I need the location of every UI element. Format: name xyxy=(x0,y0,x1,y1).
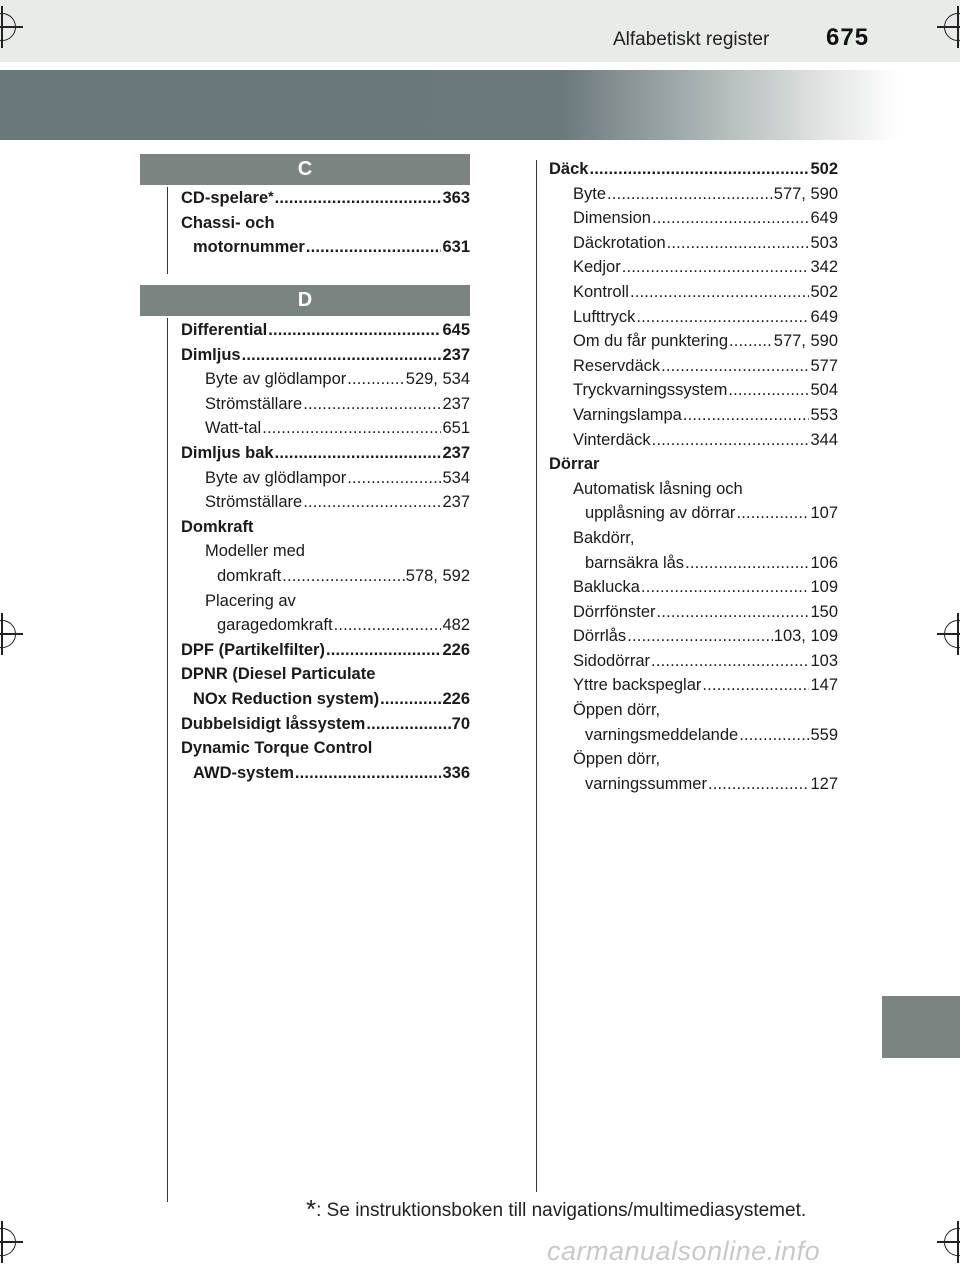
entry-page-ref: 529, 534 xyxy=(405,370,470,389)
dot-leader xyxy=(729,329,773,354)
dot-leader xyxy=(347,367,405,392)
index-entry xyxy=(181,235,470,260)
index-side-tab xyxy=(882,996,960,1058)
entry-label: Byte av glödlampor xyxy=(205,468,347,487)
registration-mark-icon xyxy=(944,1228,960,1256)
column-rule-c xyxy=(167,187,168,274)
section-header-d: D xyxy=(140,285,470,316)
entry-label: Varningslampa xyxy=(573,405,682,424)
entry-label: Tryckvarningssystem xyxy=(573,381,728,400)
entry-label: Dynamic Torque Control xyxy=(181,739,373,758)
entry-label: Differential xyxy=(181,321,268,339)
registration-mark-icon xyxy=(0,620,16,648)
entry-label: Öppen dörr, xyxy=(573,701,661,720)
entry-label: Baklucka xyxy=(573,578,640,597)
entry-label: Däck xyxy=(549,160,589,178)
dot-leader xyxy=(242,343,442,368)
dot-leader xyxy=(262,416,441,441)
dot-leader xyxy=(622,255,810,280)
dot-leader xyxy=(347,466,441,491)
entry-label: Vinterdäck xyxy=(573,430,651,449)
right-column-entries xyxy=(549,157,838,796)
entry-page-ref: 649 xyxy=(810,307,838,326)
index-entry xyxy=(549,575,838,600)
entry-label: Bakdörr, xyxy=(573,528,635,547)
entry-page-ref: 503 xyxy=(810,233,838,252)
dot-leader xyxy=(607,182,773,207)
entry-label: Dimljus xyxy=(181,345,241,364)
column-rule-right xyxy=(536,160,537,1192)
index-entry xyxy=(549,280,838,305)
entry-page-ref: 103, 109 xyxy=(773,627,838,646)
index-entry xyxy=(181,441,470,466)
index-entry xyxy=(181,613,470,638)
index-entry xyxy=(549,698,838,723)
entry-label: AWD-system xyxy=(193,763,294,782)
dot-leader xyxy=(295,761,442,786)
entry-page-ref: 534 xyxy=(442,468,470,487)
entry-label: Öppen dörr, xyxy=(573,750,661,769)
index-entry xyxy=(181,343,470,368)
dot-leader xyxy=(268,318,441,343)
dot-leader xyxy=(652,206,810,231)
index-entry xyxy=(549,305,838,330)
index-entry xyxy=(181,490,470,515)
entry-label: Reservdäck xyxy=(573,356,661,375)
index-entry xyxy=(549,182,838,207)
index-entry xyxy=(181,736,470,761)
entry-page-ref: 502 xyxy=(810,160,838,178)
dot-leader xyxy=(630,280,810,305)
dot-leader xyxy=(275,441,442,466)
dot-leader xyxy=(303,490,441,515)
entry-page-ref: 578, 592 xyxy=(405,566,470,585)
entry-label: Däckrotation xyxy=(573,233,666,252)
entry-page-ref: 651 xyxy=(442,419,470,438)
index-entry xyxy=(549,600,838,625)
index-entry xyxy=(181,392,470,417)
dot-leader xyxy=(275,186,442,211)
entry-page-ref: 107 xyxy=(810,504,838,523)
entry-label: Strömställare xyxy=(205,394,303,413)
section-d-entries xyxy=(181,318,470,785)
section-header-c: C xyxy=(140,154,470,185)
entry-label: Chassi- och xyxy=(181,213,275,232)
dot-leader xyxy=(636,305,809,330)
index-entry xyxy=(549,354,838,379)
entry-page-ref: 559 xyxy=(810,725,838,744)
dot-leader xyxy=(702,673,809,698)
index-entry xyxy=(181,589,470,614)
entry-label: Sidodörrar xyxy=(573,651,651,670)
entry-label: Placering av xyxy=(205,591,296,610)
entry-label: Watt-tal xyxy=(205,419,262,438)
index-entry xyxy=(181,367,470,392)
dot-leader xyxy=(380,687,441,712)
dot-leader xyxy=(326,638,442,663)
dot-leader xyxy=(652,428,810,453)
index-entry xyxy=(549,723,838,748)
entry-label: DPNR (Diesel Particulate xyxy=(181,665,376,684)
index-entry xyxy=(549,157,838,182)
entry-label: motornummer xyxy=(193,238,305,257)
index-entry xyxy=(549,403,838,428)
dot-leader xyxy=(667,231,810,256)
entry-page-ref: 109 xyxy=(810,578,838,597)
entry-label: NOx Reduction system) xyxy=(193,689,380,708)
entry-page-ref: 226 xyxy=(442,640,470,659)
entry-label: Kedjor xyxy=(573,258,621,277)
entry-label: Domkraft xyxy=(181,517,254,536)
entry-label: Om du får punktering xyxy=(573,332,728,351)
header-banner xyxy=(0,70,960,140)
entry-page-ref: 577, 590 xyxy=(773,184,838,203)
entry-label: Byte xyxy=(573,184,607,203)
entry-label: Automatisk låsning och xyxy=(573,479,743,498)
entry-page-ref: 226 xyxy=(442,689,470,708)
index-entry xyxy=(549,551,838,576)
footnote-text: : Se instruktionsboken till navigations/multimediasystemet. xyxy=(316,1200,807,1221)
index-entry xyxy=(181,466,470,491)
entry-label: barnsäkra lås xyxy=(585,553,685,572)
index-entry xyxy=(181,416,470,441)
index-entry: CD-spelare * . . . 363 xyxy=(181,186,470,211)
entry-label: Kontroll xyxy=(573,282,629,301)
entry-label: Dimension xyxy=(573,209,651,228)
entry-label: Dörrlås xyxy=(573,627,627,646)
index-entry xyxy=(181,515,470,540)
page-number: 675 xyxy=(826,24,870,51)
entry-label: Dörrfönster xyxy=(573,602,656,621)
entry-page-ref: 553 xyxy=(810,405,838,424)
dot-leader xyxy=(641,575,810,600)
entry-page-ref: 103 xyxy=(810,651,838,670)
header-title: Alfabetiskt register xyxy=(613,29,770,50)
entry-page-ref: 504 xyxy=(810,381,838,400)
index-entry xyxy=(549,501,838,526)
entry-page-ref: 106 xyxy=(810,553,838,572)
entry-label: varningssummer xyxy=(585,774,707,793)
entry-page-ref: 237 xyxy=(442,493,470,512)
entry-page-ref: 342 xyxy=(810,258,838,277)
dot-leader xyxy=(685,551,809,576)
index-entry xyxy=(549,428,838,453)
entry-label: garagedomkraft xyxy=(217,616,333,635)
index-entry xyxy=(181,712,470,737)
entry-page-ref: 645 xyxy=(442,321,470,339)
entry-page-ref: 147 xyxy=(810,676,838,695)
watermark: carmanualsonline.info xyxy=(547,1236,821,1266)
entry-page-ref: 150 xyxy=(810,602,838,621)
index-entry xyxy=(549,477,838,502)
index-entry xyxy=(181,318,470,343)
index-entry xyxy=(181,662,470,687)
entry-page-ref: 70 xyxy=(451,714,470,733)
index-entry xyxy=(549,649,838,674)
index-entry xyxy=(549,329,838,354)
dot-leader xyxy=(651,649,809,674)
entry-label: Dörrar xyxy=(549,455,600,474)
dot-leader xyxy=(661,354,809,379)
entry-label: domkraft xyxy=(217,566,282,585)
dot-leader xyxy=(282,564,405,589)
dot-leader xyxy=(683,403,810,428)
entry-label: Strömställare xyxy=(205,493,303,512)
entry-page-ref: 363 xyxy=(442,189,470,207)
entry-page-ref: 631 xyxy=(442,238,470,257)
dot-leader xyxy=(728,378,809,403)
page-header-bar xyxy=(0,0,960,62)
entry-page-ref: 502 xyxy=(810,282,838,301)
entry-page-ref: 237 xyxy=(442,443,470,462)
entry-label: varningsmeddelande xyxy=(585,725,739,744)
entry-page-ref: 482 xyxy=(442,616,470,635)
entry-page-ref: 336 xyxy=(442,763,470,782)
dot-leader xyxy=(657,600,810,625)
dot-leader xyxy=(589,157,809,182)
entry-page-ref: 127 xyxy=(810,774,838,793)
index-entry xyxy=(549,206,838,231)
dot-leader xyxy=(306,235,442,260)
index-entry xyxy=(549,526,838,551)
index-entry xyxy=(549,452,838,477)
registration-mark-icon xyxy=(944,620,960,648)
footnote xyxy=(306,1192,806,1223)
dot-leader xyxy=(708,772,810,797)
index-entry xyxy=(181,761,470,786)
index-entry xyxy=(181,564,470,589)
registration-mark-icon xyxy=(0,1228,16,1256)
footnote-marker: * xyxy=(306,1194,317,1224)
entry-label: Yttre backspeglar xyxy=(573,676,702,695)
index-entry xyxy=(549,378,838,403)
dot-leader xyxy=(739,723,809,748)
index-entry xyxy=(549,772,838,797)
entry-page-ref: 344 xyxy=(810,430,838,449)
index-entry xyxy=(549,255,838,280)
entry-label: Byte av glödlampor xyxy=(205,370,347,389)
entry-label: Dimljus bak xyxy=(181,443,274,462)
dot-leader xyxy=(303,392,441,417)
entry-label: CD-spelare xyxy=(181,189,269,207)
entry-label: DPF (Partikelfilter) xyxy=(181,640,325,659)
entry-page-ref: 649 xyxy=(810,209,838,228)
entry-label: Dubbelsidigt låssystem xyxy=(181,714,366,733)
section-c-entries xyxy=(181,186,470,260)
index-entry xyxy=(181,539,470,564)
index-entry xyxy=(549,673,838,698)
index-entry xyxy=(181,687,470,712)
dot-leader xyxy=(627,624,773,649)
index-entry xyxy=(549,231,838,256)
entry-page-ref: 237 xyxy=(442,394,470,413)
index-entry xyxy=(549,747,838,772)
dot-leader xyxy=(736,501,809,526)
entry-label: upplåsning av dörrar xyxy=(585,504,736,523)
index-entry xyxy=(181,211,470,236)
entry-page-ref: 577, 590 xyxy=(773,332,838,351)
entry-label: Lufttryck xyxy=(573,307,636,326)
dot-leader xyxy=(334,613,442,638)
entry-page-ref: 577 xyxy=(810,356,838,375)
entry-page-ref: 237 xyxy=(442,345,470,364)
index-entry xyxy=(549,624,838,649)
entry-label: Modeller med xyxy=(205,542,305,561)
dot-leader xyxy=(366,712,450,737)
index-entry xyxy=(181,638,470,663)
column-rule-left xyxy=(167,318,168,1202)
